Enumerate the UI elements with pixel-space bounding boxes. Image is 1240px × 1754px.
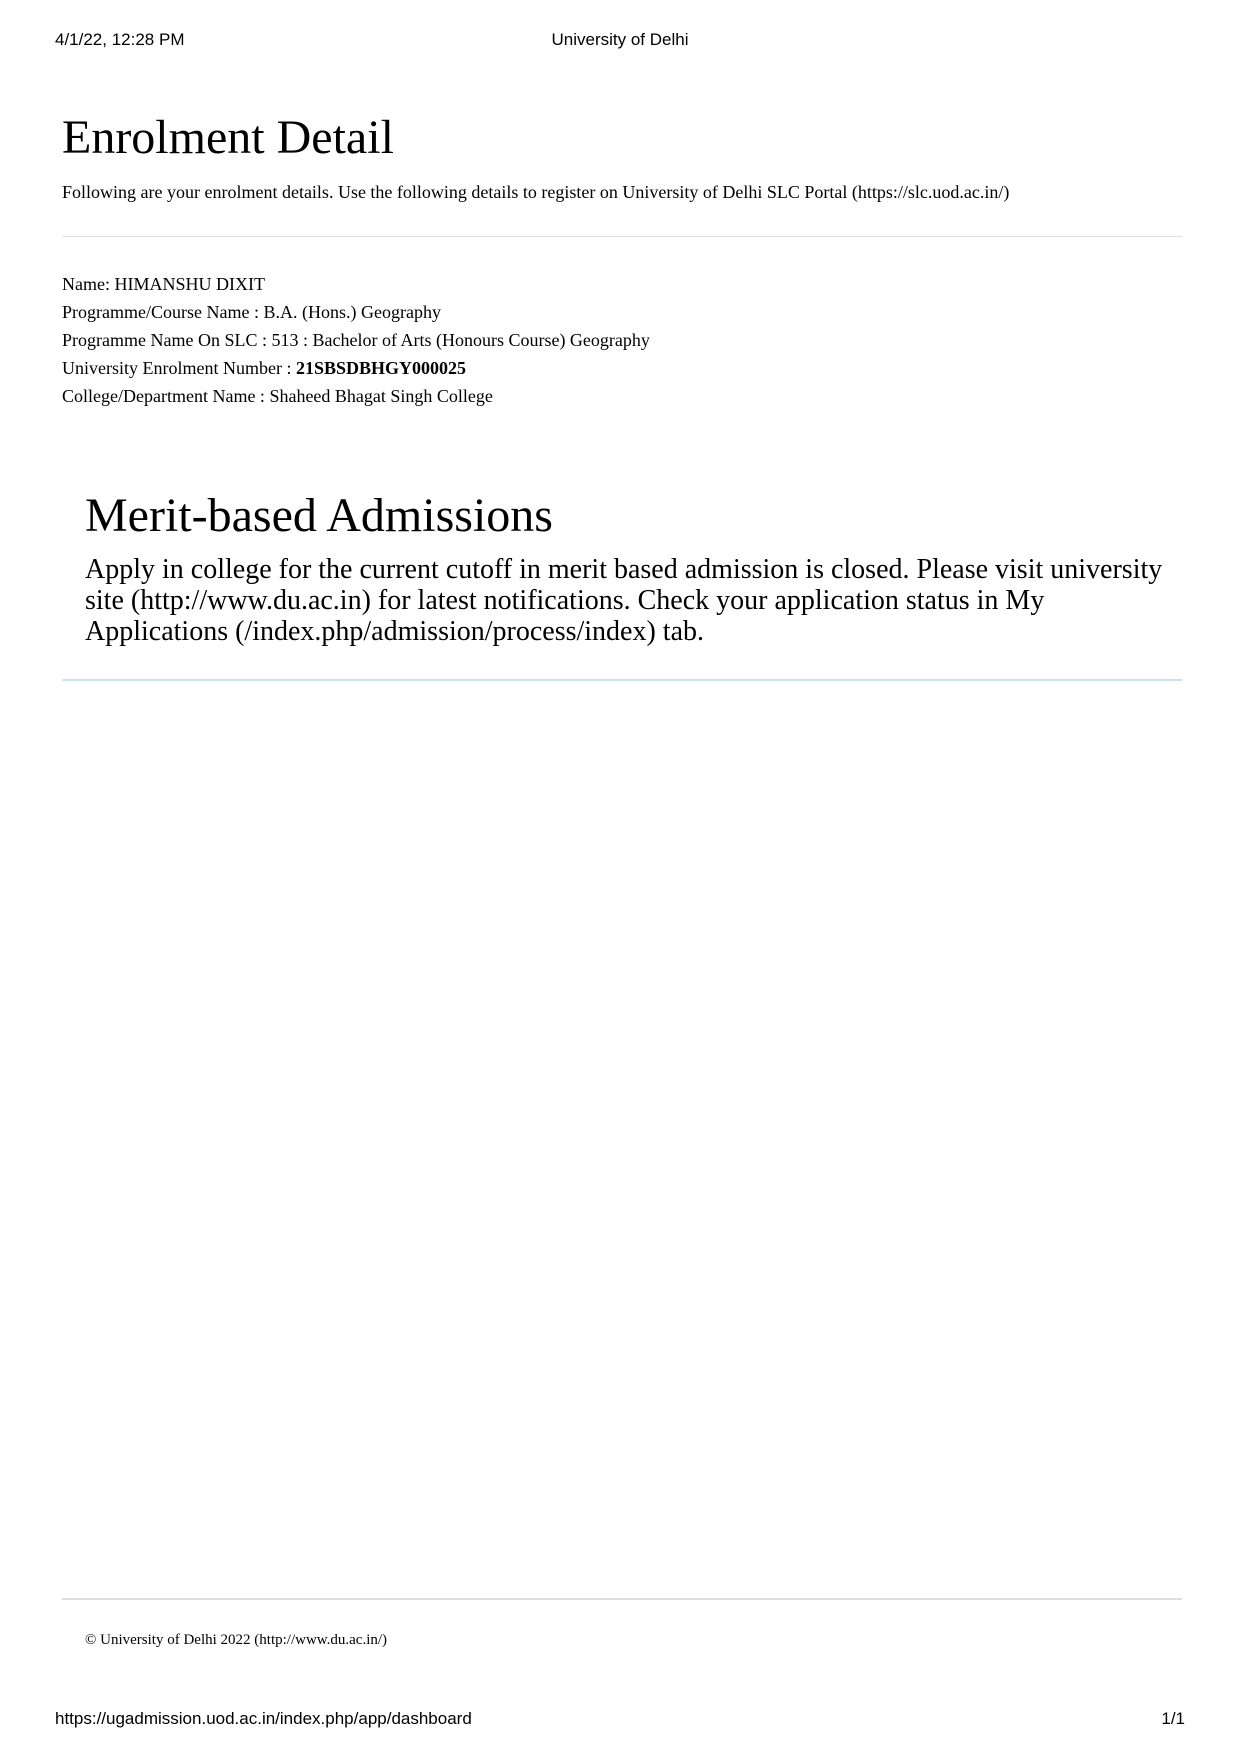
detail-row-course [62,298,650,326]
print-page-number: 1/1 [1161,1709,1185,1728]
college-value: Shaheed Bhagat Singh College [269,386,493,406]
footer-divider [62,1598,1182,1600]
page-title: Enrolment Detail [62,111,394,164]
course-value: B.A. (Hons.) Geography [263,302,441,322]
merit-admissions-section [85,488,1165,647]
enrolment-intro: Following are your enrolment details. Use the following details to register on University of Delhi SLC Portal (https://slc.uod.ac.in/) [62,182,1010,202]
college-label: College/Department Name : [62,386,270,406]
merit-title: Merit-based Admissions [85,489,553,542]
detail-row-enrolment-number [62,354,650,382]
name-value: HIMANSHU DIXIT [114,274,265,294]
copyright-text: © University of Delhi 2022 (http://www.du.ac.in/) [85,1632,388,1648]
print-datetime: 4/1/22, 12:28 PM [55,30,185,49]
slc-programme-label: Programme Name On SLC : [62,330,272,350]
merit-notice: Apply in college for the current cutoff in merit based admission is closed. Please visit university site (http://www.du.ac.in) for latest notifications. Check your application status in My Applications (/index.php/admission/process/index) tab. [85,554,1163,647]
enrolment-number-value: 21SBSDBHGY000025 [295,358,467,378]
print-url: https://ugadmission.uod.ac.in/index.php/app/dashboard [55,1709,472,1728]
name-label: Name: [62,274,115,294]
detail-row-college [62,382,650,410]
slc-programme-value: 513 : Bachelor of Arts (Honours Course) Geography [271,330,650,350]
enrolment-details [62,270,650,410]
detail-row-slc-programme [62,326,650,354]
merit-divider [62,679,1182,681]
print-header [0,30,1240,54]
print-footer [0,1709,1240,1733]
print-site-title: University of Delhi [551,30,689,49]
section-divider [62,236,1182,237]
course-label: Programme/Course Name : [62,302,264,322]
enrolment-number-label: University Enrolment Number : [62,358,296,378]
detail-row-name [62,270,650,298]
enrolment-section [62,110,1182,204]
